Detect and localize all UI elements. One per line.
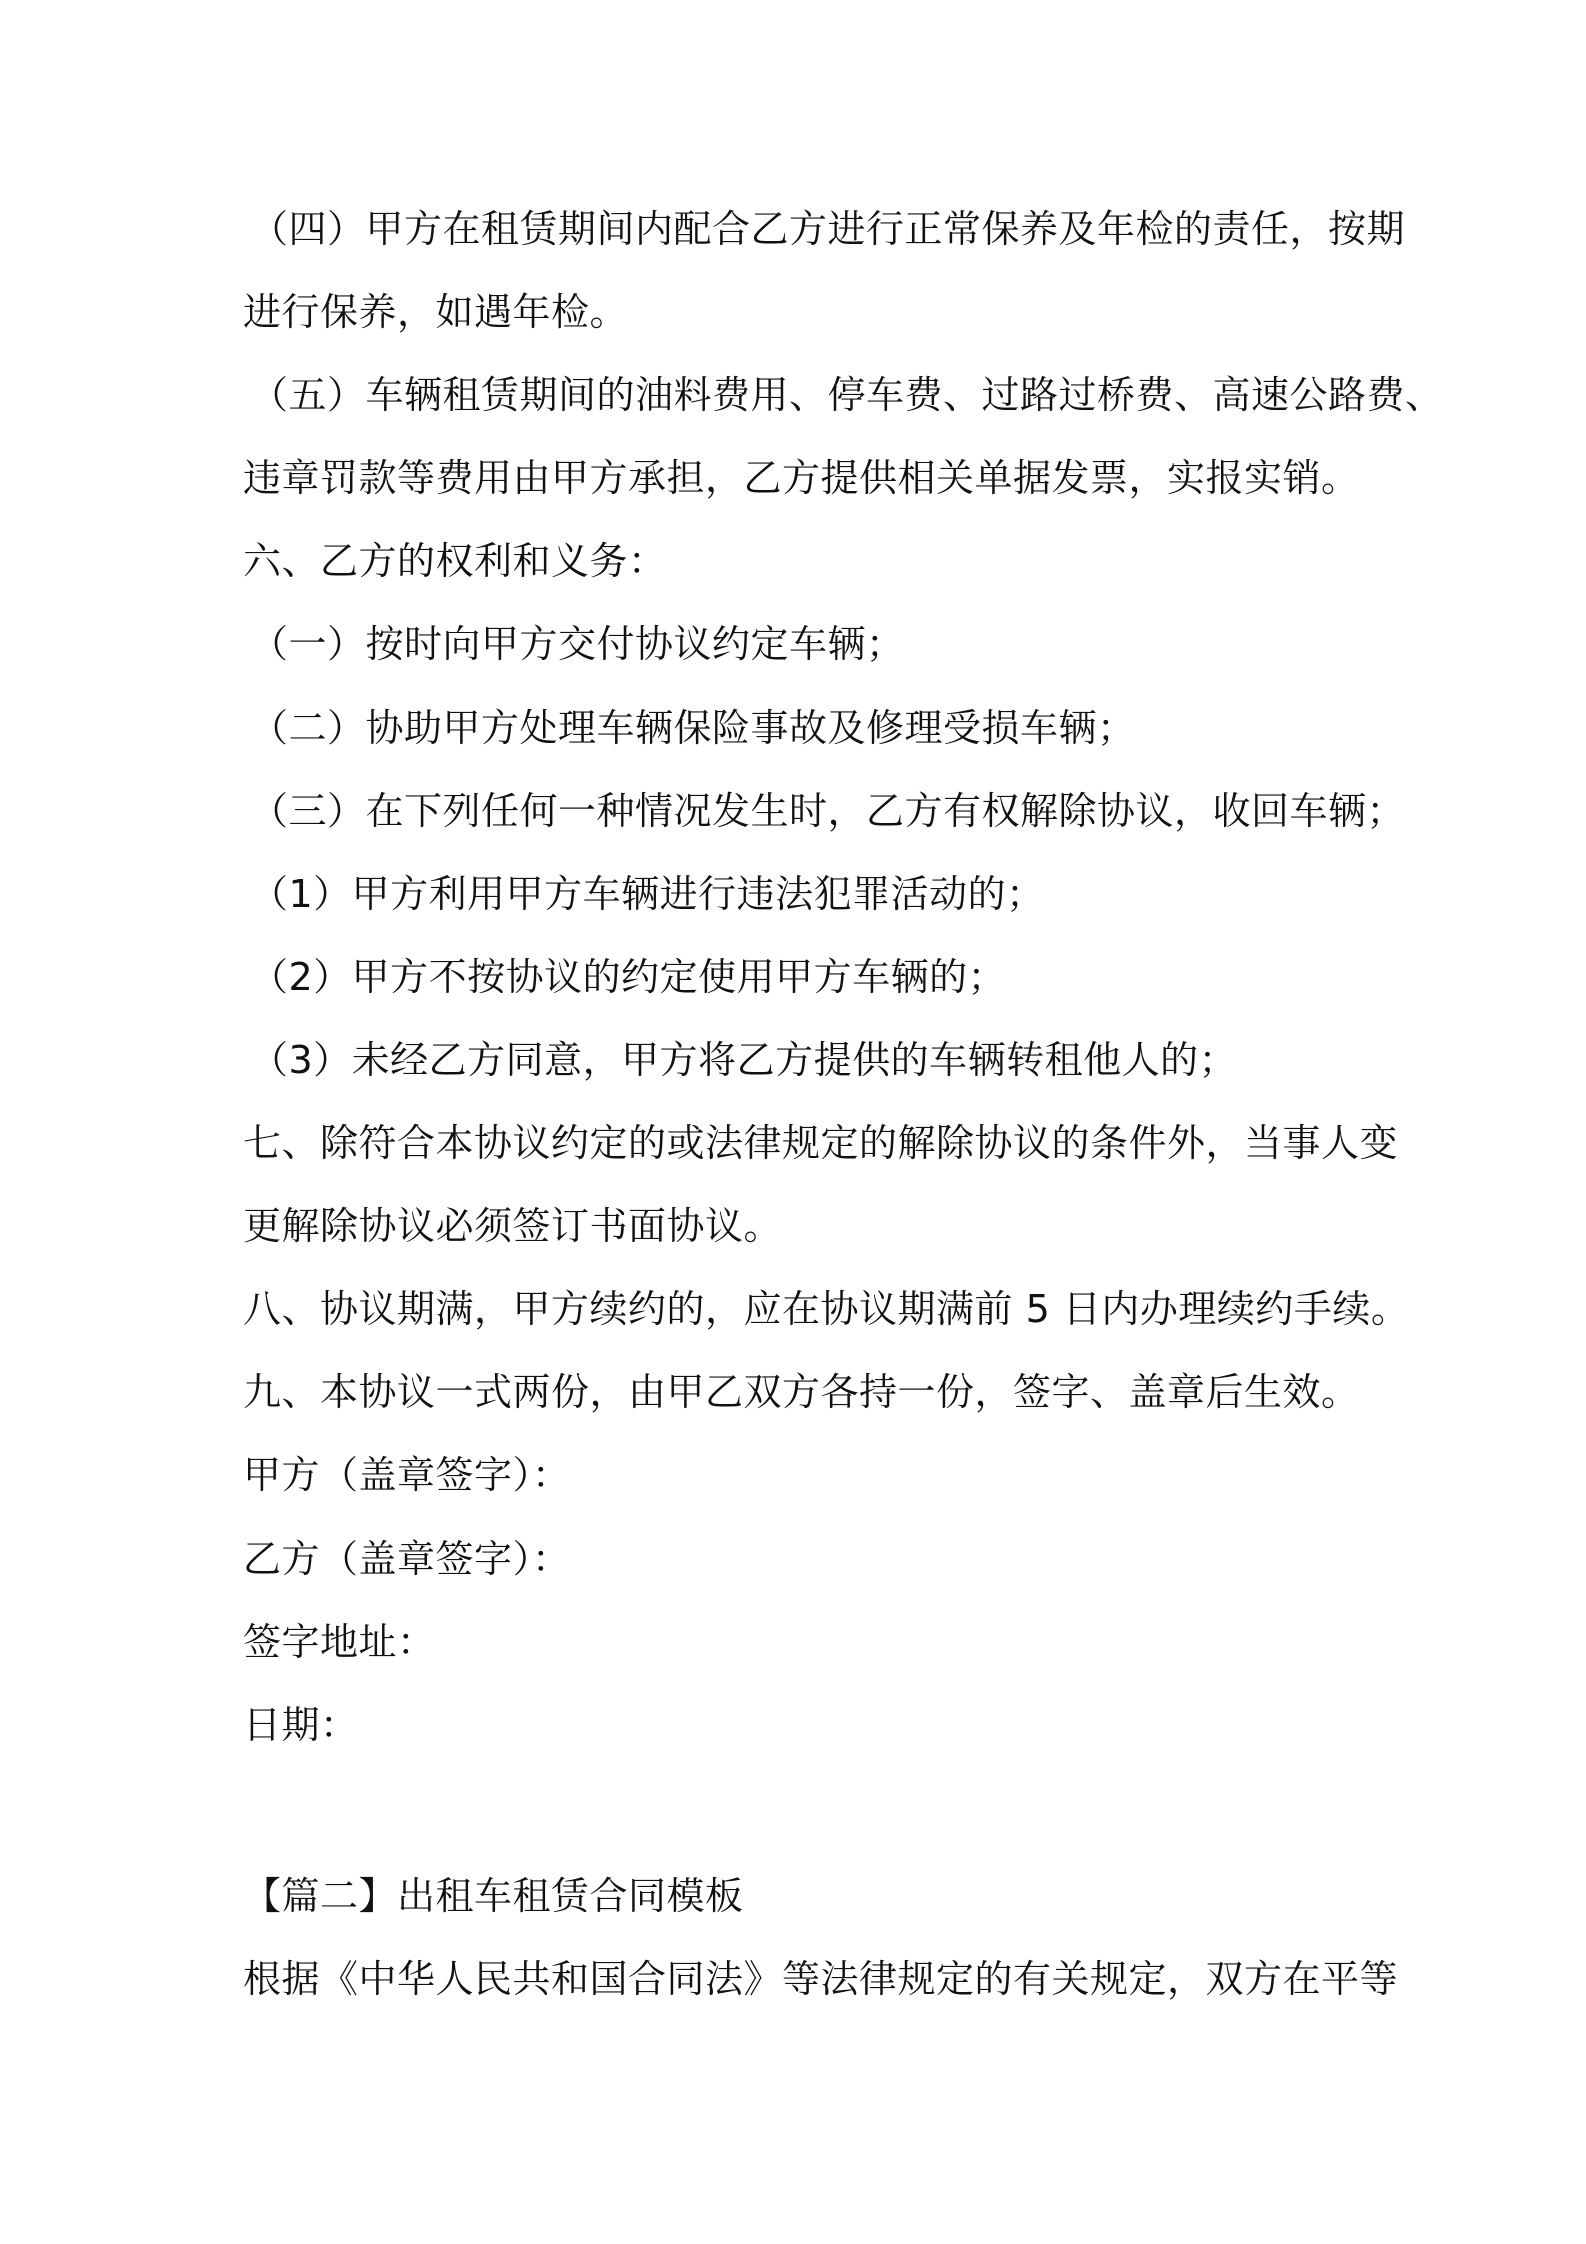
clause-5-line-1: （五）车辆租赁期间的油料费用、停车费、过路过桥费、高速公路费、 bbox=[250, 373, 1444, 417]
part-two-title: 【篇二】出租车租赁合同模板 bbox=[243, 1874, 744, 1918]
date-field: 日期： bbox=[243, 1703, 359, 1747]
clause-5-line-2: 违章罚款等费用由甲方承担，乙方提供相关单据发票，实报实销。 bbox=[243, 456, 1360, 500]
section-9: 九、本协议一式两份，由甲乙双方各持一份，签字、盖章后生效。 bbox=[243, 1370, 1360, 1414]
party-a-signature-field: 甲方（盖章签字）： bbox=[243, 1453, 571, 1497]
section-8: 八、协议期满，甲方续约的，应在协议期满前 5 日内办理续约手续。 bbox=[243, 1287, 1410, 1331]
section-6-subitem-2: （2）甲方不按协议的约定使用甲方车辆的； bbox=[250, 955, 1007, 999]
section-7-line-1: 七、除符合本协议约定的或法律规定的解除协议的条件外，当事人变 bbox=[243, 1121, 1399, 1165]
section-6-item-2: （二）协助甲方处理车辆保险事故及修理受损车辆； bbox=[250, 706, 1136, 750]
part-two-intro-line: 根据《中华人民共和国合同法》等法律规定的有关规定，双方在平等 bbox=[243, 1957, 1399, 2001]
section-6-item-1: （一）按时向甲方交付协议约定车辆； bbox=[250, 622, 905, 666]
clause-4-line-1: （四）甲方在租赁期间内配合乙方进行正常保养及年检的责任，按期 bbox=[250, 207, 1406, 251]
clause-4-line-2: 进行保养，如遇年检。 bbox=[243, 290, 629, 334]
section-6-subitem-1: （1）甲方利用甲方车辆进行违法犯罪活动的； bbox=[250, 872, 1045, 916]
party-b-signature-field: 乙方（盖章签字）： bbox=[243, 1537, 571, 1581]
section-6-subitem-3: （3）未经乙方同意，甲方将乙方提供的车辆转租他人的； bbox=[250, 1038, 1238, 1082]
signing-address-field: 签字地址： bbox=[243, 1620, 436, 1664]
section-7-line-2: 更解除协议必须签订书面协议。 bbox=[243, 1204, 783, 1248]
section-6-heading: 六、乙方的权利和义务： bbox=[243, 539, 667, 583]
section-6-item-3: （三）在下列任何一种情况发生时，乙方有权解除协议，收回车辆； bbox=[250, 789, 1406, 833]
